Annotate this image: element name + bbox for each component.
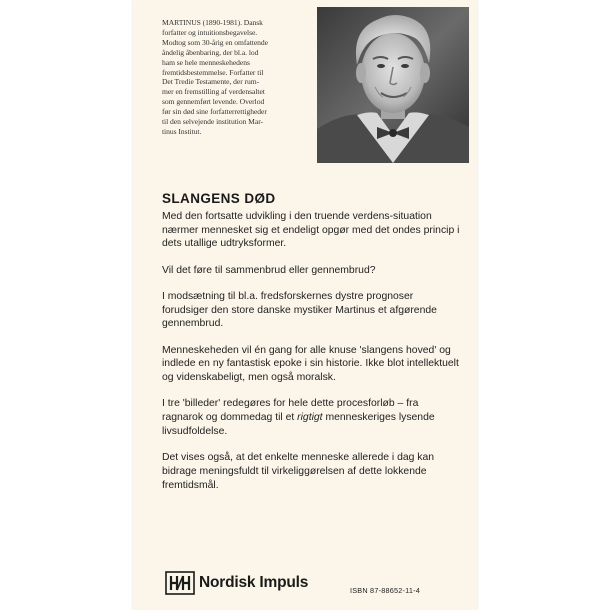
blurb-paragraph: Menneskeheden vil én gang for alle knuse 'slangens hoved' og indlede en ny fantastisk epoke i sin historie. Ikke blot intellektuelt og videnskabeligt, men også moralsk. <box>162 344 459 384</box>
bio-line: åndelig åbenbaring, der bl.a. lod <box>162 47 259 57</box>
bio-line: ham se hele menneskehedens <box>162 57 250 67</box>
blurb <box>162 210 462 505</box>
bio-line: tinus Institut. <box>162 126 202 136</box>
author-portrait <box>317 7 469 163</box>
bio-line: Det Tredie Testamente, der rum- <box>162 77 260 87</box>
blurb-emphasis: rigtigt <box>297 412 323 424</box>
blurb-paragraph: Det vises også, at det enkelte menneske allerede i dag kan bidrage meningsfuldt til virkeliggørelsen af dette lokkende fremtidsmål. <box>162 452 435 491</box>
blurb-text: menneskeriges lysende livsudfoldelse. <box>162 412 435 437</box>
bio-line: forfatter og intuitionsbegavelse. <box>162 27 258 37</box>
bio-line: til den selvejende institution Mar- <box>162 117 264 127</box>
blurb-paragraph <box>162 397 462 438</box>
portrait-photo-icon <box>317 7 469 163</box>
bio-line: før sin død sine forfatterrettigheder <box>162 107 267 117</box>
publisher-name: Nordisk Impuls <box>199 574 309 591</box>
blurb-paragraph: Vil det føre til sammenbrud eller gennembrud? <box>162 264 376 276</box>
blurb-text: I tre 'billeder' redegøres for hele dette procesforløb – fra ragnarok og dommedag til et <box>162 398 419 424</box>
nordisk-impuls-logo-icon <box>165 571 195 595</box>
bio-line: mer en fremstilling af verdensaltet <box>162 87 265 97</box>
author-bio <box>162 18 308 137</box>
bio-line: fremtidsbestemmelse. Forfatter til <box>162 67 264 77</box>
bio-line: som gennemført levende. Overlod <box>162 97 265 107</box>
bio-line: Modtog som 30-årig en omfattende <box>162 37 268 47</box>
bio-line: MARTINUS (1890-1981). Dansk <box>162 18 263 27</box>
book-title: SLANGENS DØD <box>162 191 276 206</box>
blurb-paragraph: I modsætning til bl.a. fredsforskernes dystre prognoser forudsiger den store danske mystiker Martinus et afgørende gennembrud. <box>162 291 437 330</box>
blurb-paragraph: Med den fortsatte udvikling i den truende verdens-situation nærmer mennesket sig et endeligt opgør med det ondes princip i dets utallige udtryksformer. <box>162 211 460 250</box>
isbn-label: ISBN 87-88652-11-4 <box>350 586 420 595</box>
publisher-logo <box>165 571 308 595</box>
